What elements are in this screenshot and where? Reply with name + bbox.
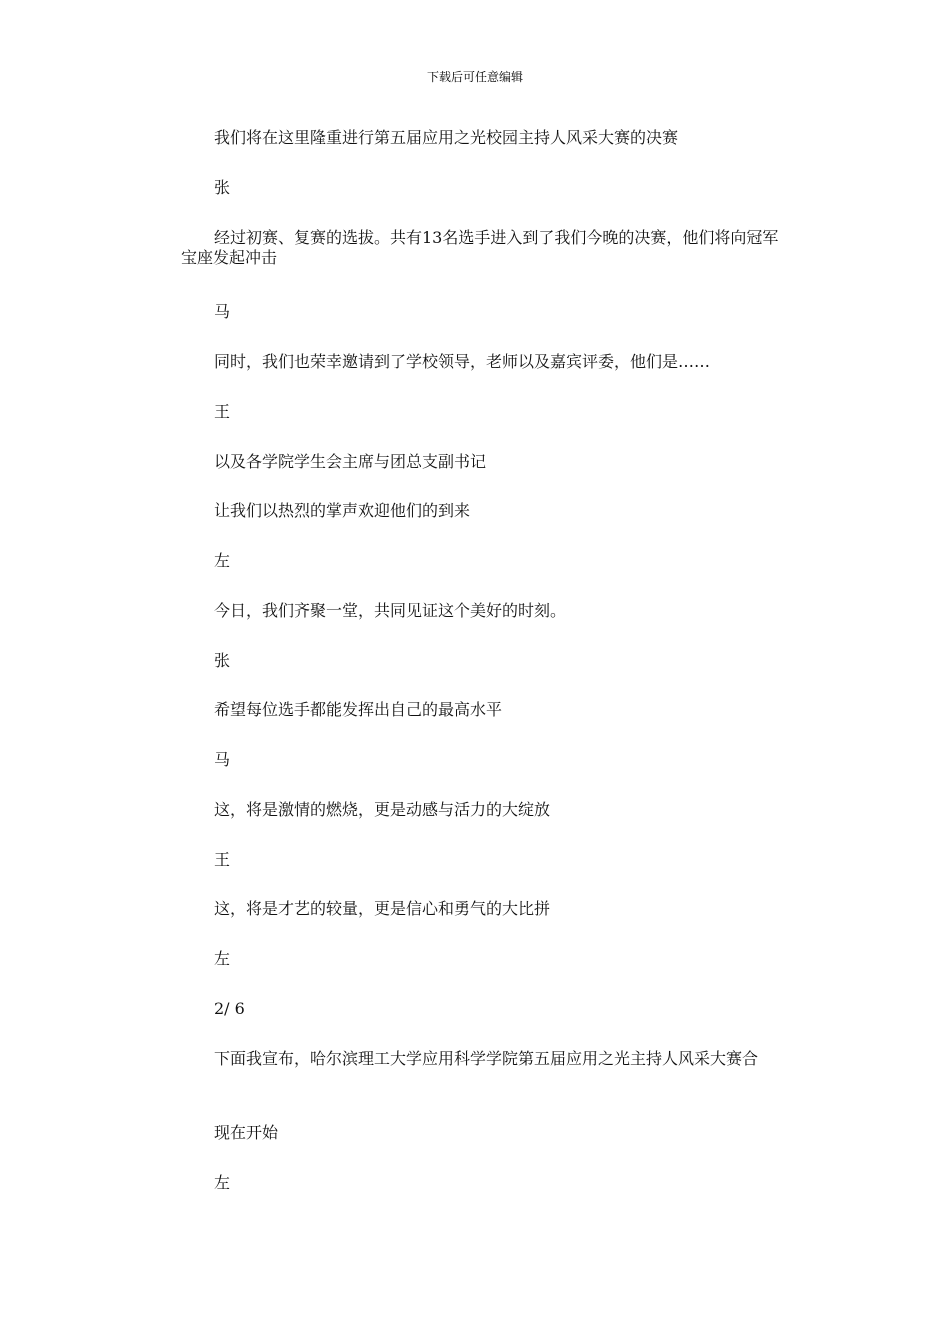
script-line: 经过初赛、复赛的选拔。共有13名选手进入到了我们今晚的决赛，他们将向冠军宝座发起冲击 (181, 228, 779, 267)
script-line: 现在开始 (214, 1123, 279, 1142)
script-line: 今日，我们齐聚一堂，共同见证这个美好的时刻。 (214, 601, 567, 620)
page-header: 下载后可任意编辑 (426, 70, 523, 84)
script-line: 同时，我们也荣幸邀请到了学校领导，老师以及嘉宾评委，他们是…… (214, 352, 711, 371)
script-line: 这，将是激情的燃烧，更是动感与活力的大绽放 (214, 800, 551, 819)
script-line: 下面我宣布，哈尔滨理工大学应用科学学院第五届应用之光主持人风采大赛合 (214, 1049, 759, 1068)
speaker-name: 张 (214, 651, 231, 670)
speaker-name: 王 (214, 402, 231, 421)
script-line: 希望每位选手都能发挥出自己的最高水平 (214, 700, 503, 719)
script-line: 这，将是才艺的较量，更是信心和勇气的大比拼 (214, 899, 551, 918)
speaker-name: 左 (214, 551, 231, 570)
script-line: 让我们以热烈的掌声欢迎他们的到来 (214, 501, 471, 520)
page-number: 2/ 6 (214, 999, 245, 1018)
speaker-name: 马 (214, 302, 231, 321)
speaker-name: 张 (214, 178, 231, 197)
speaker-name: 左 (214, 949, 231, 968)
speaker-name: 左 (214, 1173, 231, 1192)
speaker-name: 王 (214, 850, 231, 869)
speaker-name: 马 (214, 750, 231, 769)
script-line: 以及各学院学生会主席与团总支副书记 (214, 452, 487, 471)
script-line: 我们将在这里隆重进行第五届应用之光校园主持人风采大赛的决赛 (214, 128, 679, 147)
